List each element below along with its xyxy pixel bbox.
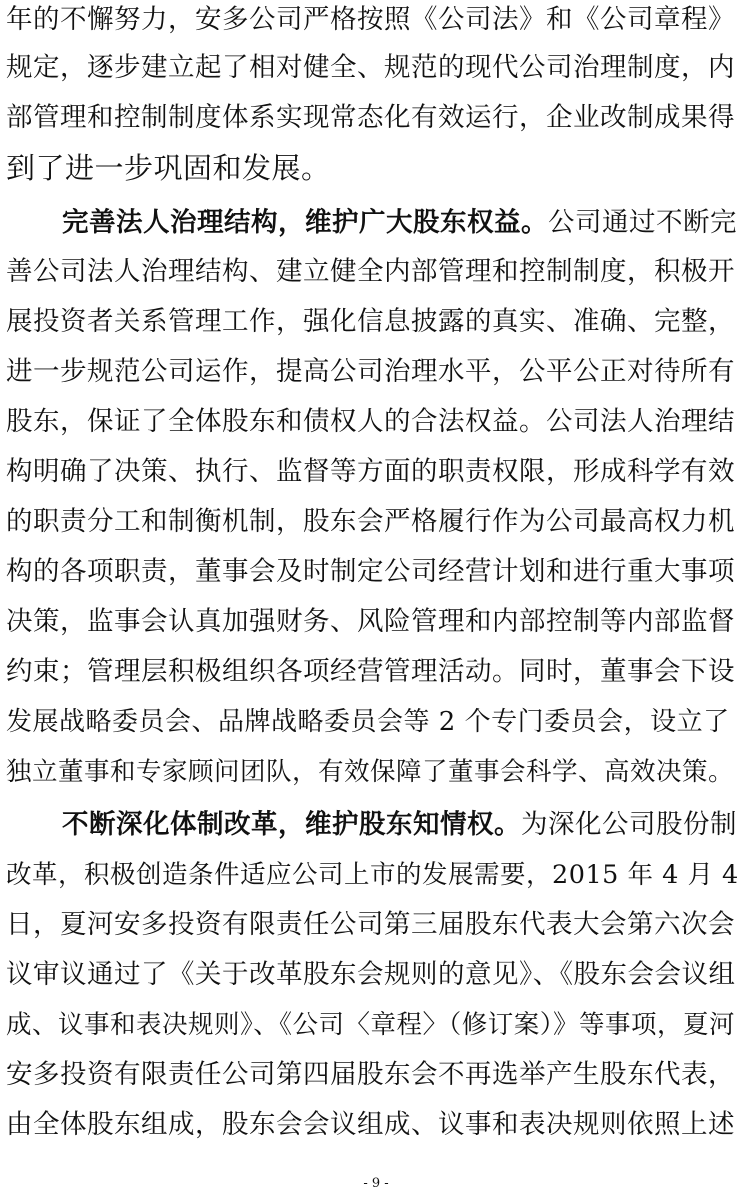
text-line: 股东，保证了全体股东和债权人的合法权益。公司法人治理结 <box>6 406 735 437</box>
text-line: 到了进一步巩固和发展。 <box>6 151 331 185</box>
text-line: 构明确了决策、执行、监督等方面的职责权限，形成科学有效 <box>6 456 735 487</box>
text-line: 构的各项职责，董事会及时制定公司经营计划和进行重大事项 <box>6 556 735 587</box>
text-line: 约束；管理层积极组织各项经营管理活动。同时，董事会下设 <box>6 656 735 687</box>
text-line: 进一步规范公司运作，提高公司治理水平，公平公正对待所有 <box>6 356 735 387</box>
page-number: - 9 - <box>363 1176 389 1191</box>
text-line: 年的不懈努力，安多公司严格按照《公司法》和《公司章程》 <box>6 4 735 35</box>
text-line: 展投资者关系管理工作，强化信息披露的真实、准确、完整， <box>6 306 735 337</box>
text-line: 日，夏河安多投资有限责任公司第三届股东代表大会第六次会 <box>6 909 735 940</box>
text-line: 成、议事和表决规则》、《公司〈章程〉（修订案）》等事项，夏河 <box>6 1010 736 1040</box>
text-line: 的职责分工和制衡机制，股东会严格履行作为公司最高权力机 <box>6 506 735 537</box>
bold-lead-sentence: 完善法人治理结构，维护广大股东权益。 <box>62 207 548 238</box>
text-line: 由全体股东组成，股东会会议组成、议事和表决规则依照上述 <box>6 1109 735 1140</box>
text-line: 发展战略委员会、品牌战略委员会等 2 个专门委员会，设立了 <box>6 707 730 737</box>
paragraph-heading-line: 完善法人治理结构，维护广大股东权益。公司通过不断完 <box>62 207 737 238</box>
bold-lead-sentence: 不断深化体制改革，维护股东知情权。 <box>62 809 521 840</box>
text-line: 独立董事和专家顾问团队，有效保障了董事会科学、高效决策。 <box>6 757 735 787</box>
paragraph-heading-line: 不断深化体制改革，维护股东知情权。为深化公司股份制 <box>62 809 737 840</box>
text-line: 安多投资有限责任公司第四届股东会不再选举产生股东代表， <box>6 1059 735 1090</box>
text-line: 部管理和控制制度体系实现常态化有效运行，企业改制成果得 <box>6 102 735 133</box>
text-line: 议审议通过了《关于改革股东会规则的意见》、《股东会会议组 <box>6 959 736 990</box>
text-line: 规定，逐步建立起了相对健全、规范的现代公司治理制度，内 <box>6 52 735 83</box>
text-line: 改革，积极创造条件适应公司上市的发展需要，2015 年 4 月 4 <box>6 860 739 890</box>
text-line: 决策，监事会认真加强财务、风险管理和内部控制等内部监督 <box>6 606 735 637</box>
text-line: 善公司法人治理结构、建立健全内部管理和控制制度，积极开 <box>6 256 735 287</box>
